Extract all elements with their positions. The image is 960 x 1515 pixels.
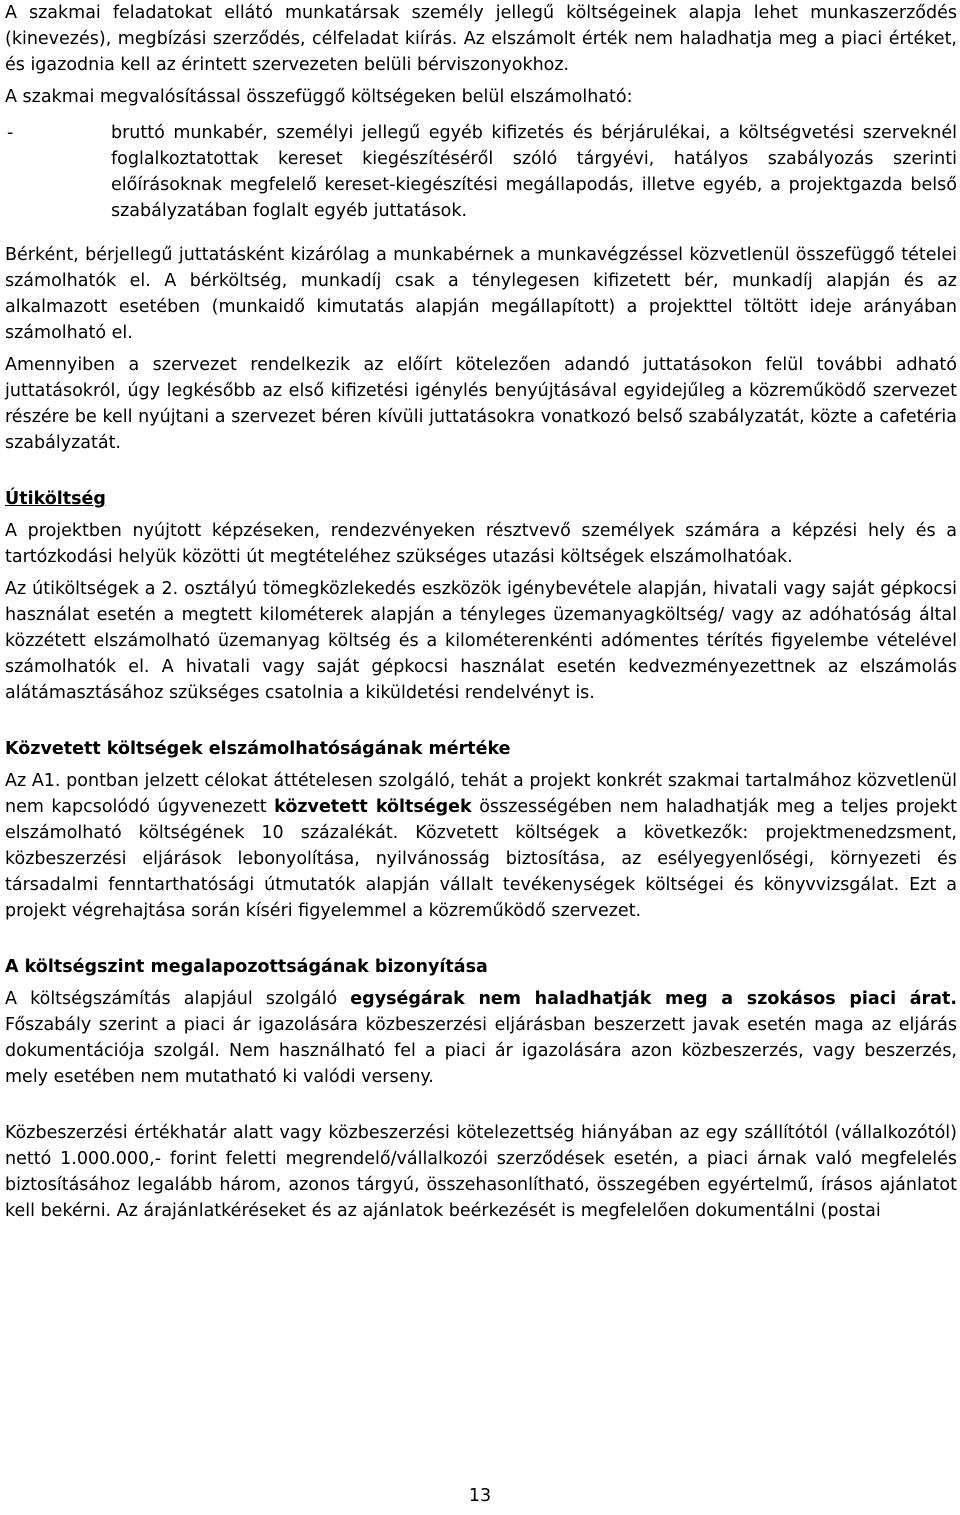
list-dash: - bbox=[7, 123, 14, 143]
list-item bbox=[5, 120, 957, 224]
paragraph-market-price bbox=[5, 986, 957, 1090]
paragraph-personnel-basis: A szakmai feladatokat ellátó munkatársak személy jellegű költségeinek alapja lehet munkaszerződés (kinevezés), megbízási szerződés, célfeladat kiírás. Az elszámolt érték nem haladhatja meg a piaci értéket, és igazodnia kell az érintett szervezeten belüli bérviszonyokhoz. bbox=[5, 3, 957, 75]
paragraph-travel-calculation: Az útiköltségek a 2. osztályú tömegközlekedés eszközök igénybevétele alapján, hivatali vagy saját gépkocsi használat esetén a megtett kilométerek alapján a tényleges üzemanyagköltség/ vagy az adóhatóság által közzétett elszámolható üzemanyag költség és a kilométerenkénti adómentes térítés figyelembe vételével számolhatók el. A hivatali vagy saját gépkocsi használat esetén kedvezményezettnek az elszámolás alátámasztásához szükséges csatolnia a kiküldetési rendelvényt is. bbox=[5, 579, 957, 703]
document-page bbox=[5, 0, 957, 1224]
paragraph-travel-eligible: A projektben nyújtott képzéseken, rendezvényeken résztvevő személyek számára a képzési hely és a tartózkodási helyük közötti út megtételéhez szükséges utazási költségek elszámolhatóak. bbox=[5, 521, 957, 567]
paragraph-benefits: Amennyiben a szervezet rendelkezik az előírt kötelezően adandó juttatásokon felül további adható juttatásokról, úgy legkésőbb az első kifizetési igénylés benyújtásával egyidejűleg a közreműködő szervezet részére be kell nyújtani a szervezet béren kívüli juttatásokra vonatkozó belső szabályzatát, közte a cafetéria szabályzatát. bbox=[5, 355, 957, 453]
paragraph-wages: Bérként, bérjellegű juttatásként kizárólag a munkabérnek a munkavégzéssel közvetlenül összefüggő tételei számolhatók el. A bérköltség, munkadíj csak a ténylegesen kifizetett bér, munkadíj alapján és az alkalmazott esetében (munkaidő kimutatás alapján megállapított) a projekttel töltött ideje arányában számolható el. bbox=[5, 245, 957, 343]
paragraph-indirect-costs-end: összességében nem haladhatják meg a teljes projekt elszámolható költségének 10 százalékát. Közvetett költségek a következők: projektmenedzsment, közbeszerzési eljárások lebonyolítása, nyilvánosság biztosítása, az esélyegyenlőségi, környezeti és társadalmi fenntarthatósági útmutatók alapján vállalt tevékenységek költségei és könyvvizsgálat. Ezt a projekt végrehajtása során kíséri figyelemmel a közreműködő szervezet. bbox=[5, 797, 957, 921]
paragraph-indirect-costs bbox=[5, 768, 957, 924]
heading-travel-costs: Útiköltség bbox=[5, 489, 106, 509]
paragraph-quotations: Közbeszerzési értékhatár alatt vagy közbeszerzési kötelezettség hiányában az egy szállítótól (vállalkozótól) nettó 1.000.000,- forint feletti megrendelő/vállalkozói szerződések esetén, a piaci árnak való megfelelés biztosításához legalább három, azonos tárgyú, összehasonlítható, összegében egyértelmű, írásos ajánlatot kell bekérni. Az árajánlatkéréseket és az ajánlatok beérkezését is megfelelően dokumentálni (postai bbox=[5, 1123, 957, 1221]
list-item-text: bruttó munkabér, személyi jellegű egyéb kifizetés és bérjárulékai, a költségvetési szerveknél foglalkoztatottak kereset kiegészítéséről szóló tárgyévi, hatályos szabályozás szerinti előírásoknak megfelelő kereset-kiegészítési megállapodás, illetve egyéb, a projektgazda belső szabályzatában foglalt egyéb juttatások. bbox=[111, 123, 957, 221]
paragraph-eligible-intro: A szakmai megvalósítással összefüggő költségeken belül elszámolható: bbox=[5, 87, 633, 107]
paragraph-indirect-costs-start: Az A1. pontban jelzett célokat áttételesen szolgáló, tehát a projekt konkrét szakmai tartalmához közvetlenül nem kapcsolódó úgyvenezett bbox=[5, 771, 957, 817]
paragraph-market-price-start: A költségszámítás alapjául szolgáló bbox=[5, 989, 351, 1009]
heading-indirect-costs: Közvetett költségek elszámolhatóságának mértéke bbox=[5, 739, 511, 759]
paragraph-market-price-end: Főszabály szerint a piaci ár igazolására közbeszerzési eljárásban beszerzett javak esetén maga az eljárás dokumentációja szolgál. Nem használható fel a piaci ár igazolására azon közbeszerzés, vagy beszerzés, mely esetében nem mutatható ki valódi verseny. bbox=[5, 1015, 957, 1087]
indirect-costs-emphasis: közvetett költségek bbox=[274, 797, 472, 817]
heading-cost-level-proof: A költségszint megalapozottságának bizonyítása bbox=[5, 957, 488, 977]
market-price-emphasis: egységárak nem haladhatják meg a szokásos piaci árat. bbox=[350, 989, 957, 1009]
page-number: 13 bbox=[468, 1486, 492, 1506]
